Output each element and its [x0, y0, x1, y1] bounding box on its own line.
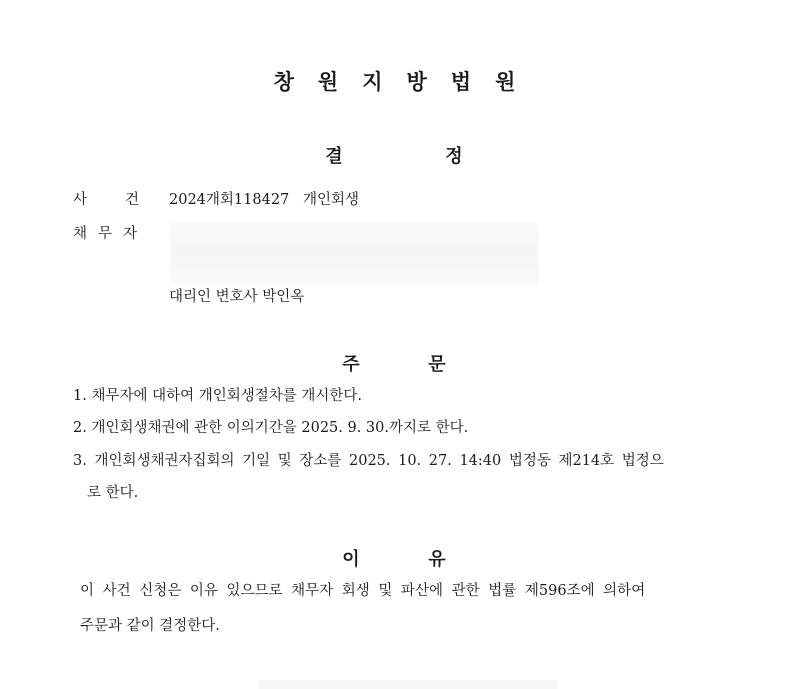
case-label [73, 190, 139, 210]
case-label-char: 건 [125, 192, 140, 208]
court-title-char: 지 [362, 70, 383, 94]
representative: 대리인 변호사 박인옥 [169, 289, 305, 305]
court-title-char: 원 [495, 70, 516, 94]
court-title-char: 원 [317, 70, 339, 94]
order-heading-right: 문 [428, 354, 446, 375]
court-title-char: 방 [406, 70, 427, 94]
debtor-label-char: 자 [123, 226, 138, 242]
debtor-label [73, 224, 137, 244]
order-item: 1. 채무자에 대하여 개인회생절차를 개시한다. [73, 388, 363, 404]
reason-heading-left: 이 [342, 549, 360, 570]
court-title [0, 66, 789, 96]
redacted-footer [258, 680, 558, 689]
case-type: 개인회생 [303, 192, 360, 208]
case-label-char: 사 [73, 192, 88, 208]
order-item-continuation: 로 한다. [87, 485, 139, 501]
court-title-char: 법 [450, 70, 472, 94]
decision-heading-right: 정 [445, 146, 463, 167]
order-item: 2. 개인회생채권에 관한 이의기간을 2025. 9. 30.까지로 한다. [73, 420, 469, 436]
order-item: 3. 개인회생채권자집회의 기일 및 장소를 2025. 10. 27. 14:40 법정동 제214호 법정으 [73, 453, 664, 469]
decision-heading-left: 결 [325, 146, 343, 167]
case-number: 2024개회118427 [169, 192, 290, 208]
reason-line: 주문과 같이 결정한다. [80, 618, 220, 634]
debtor-label-char: 무 [98, 226, 113, 242]
reason-heading-right: 유 [428, 549, 446, 570]
reason-line: 이 사건 신청은 이유 있으므로 채무자 회생 및 파산에 관한 법률 제596조에 의하여 [80, 583, 646, 599]
court-title-char: 창 [273, 70, 294, 94]
redacted-debtor-info [170, 222, 538, 284]
order-heading-left: 주 [342, 354, 360, 375]
debtor-label-char: 채 [73, 226, 88, 242]
